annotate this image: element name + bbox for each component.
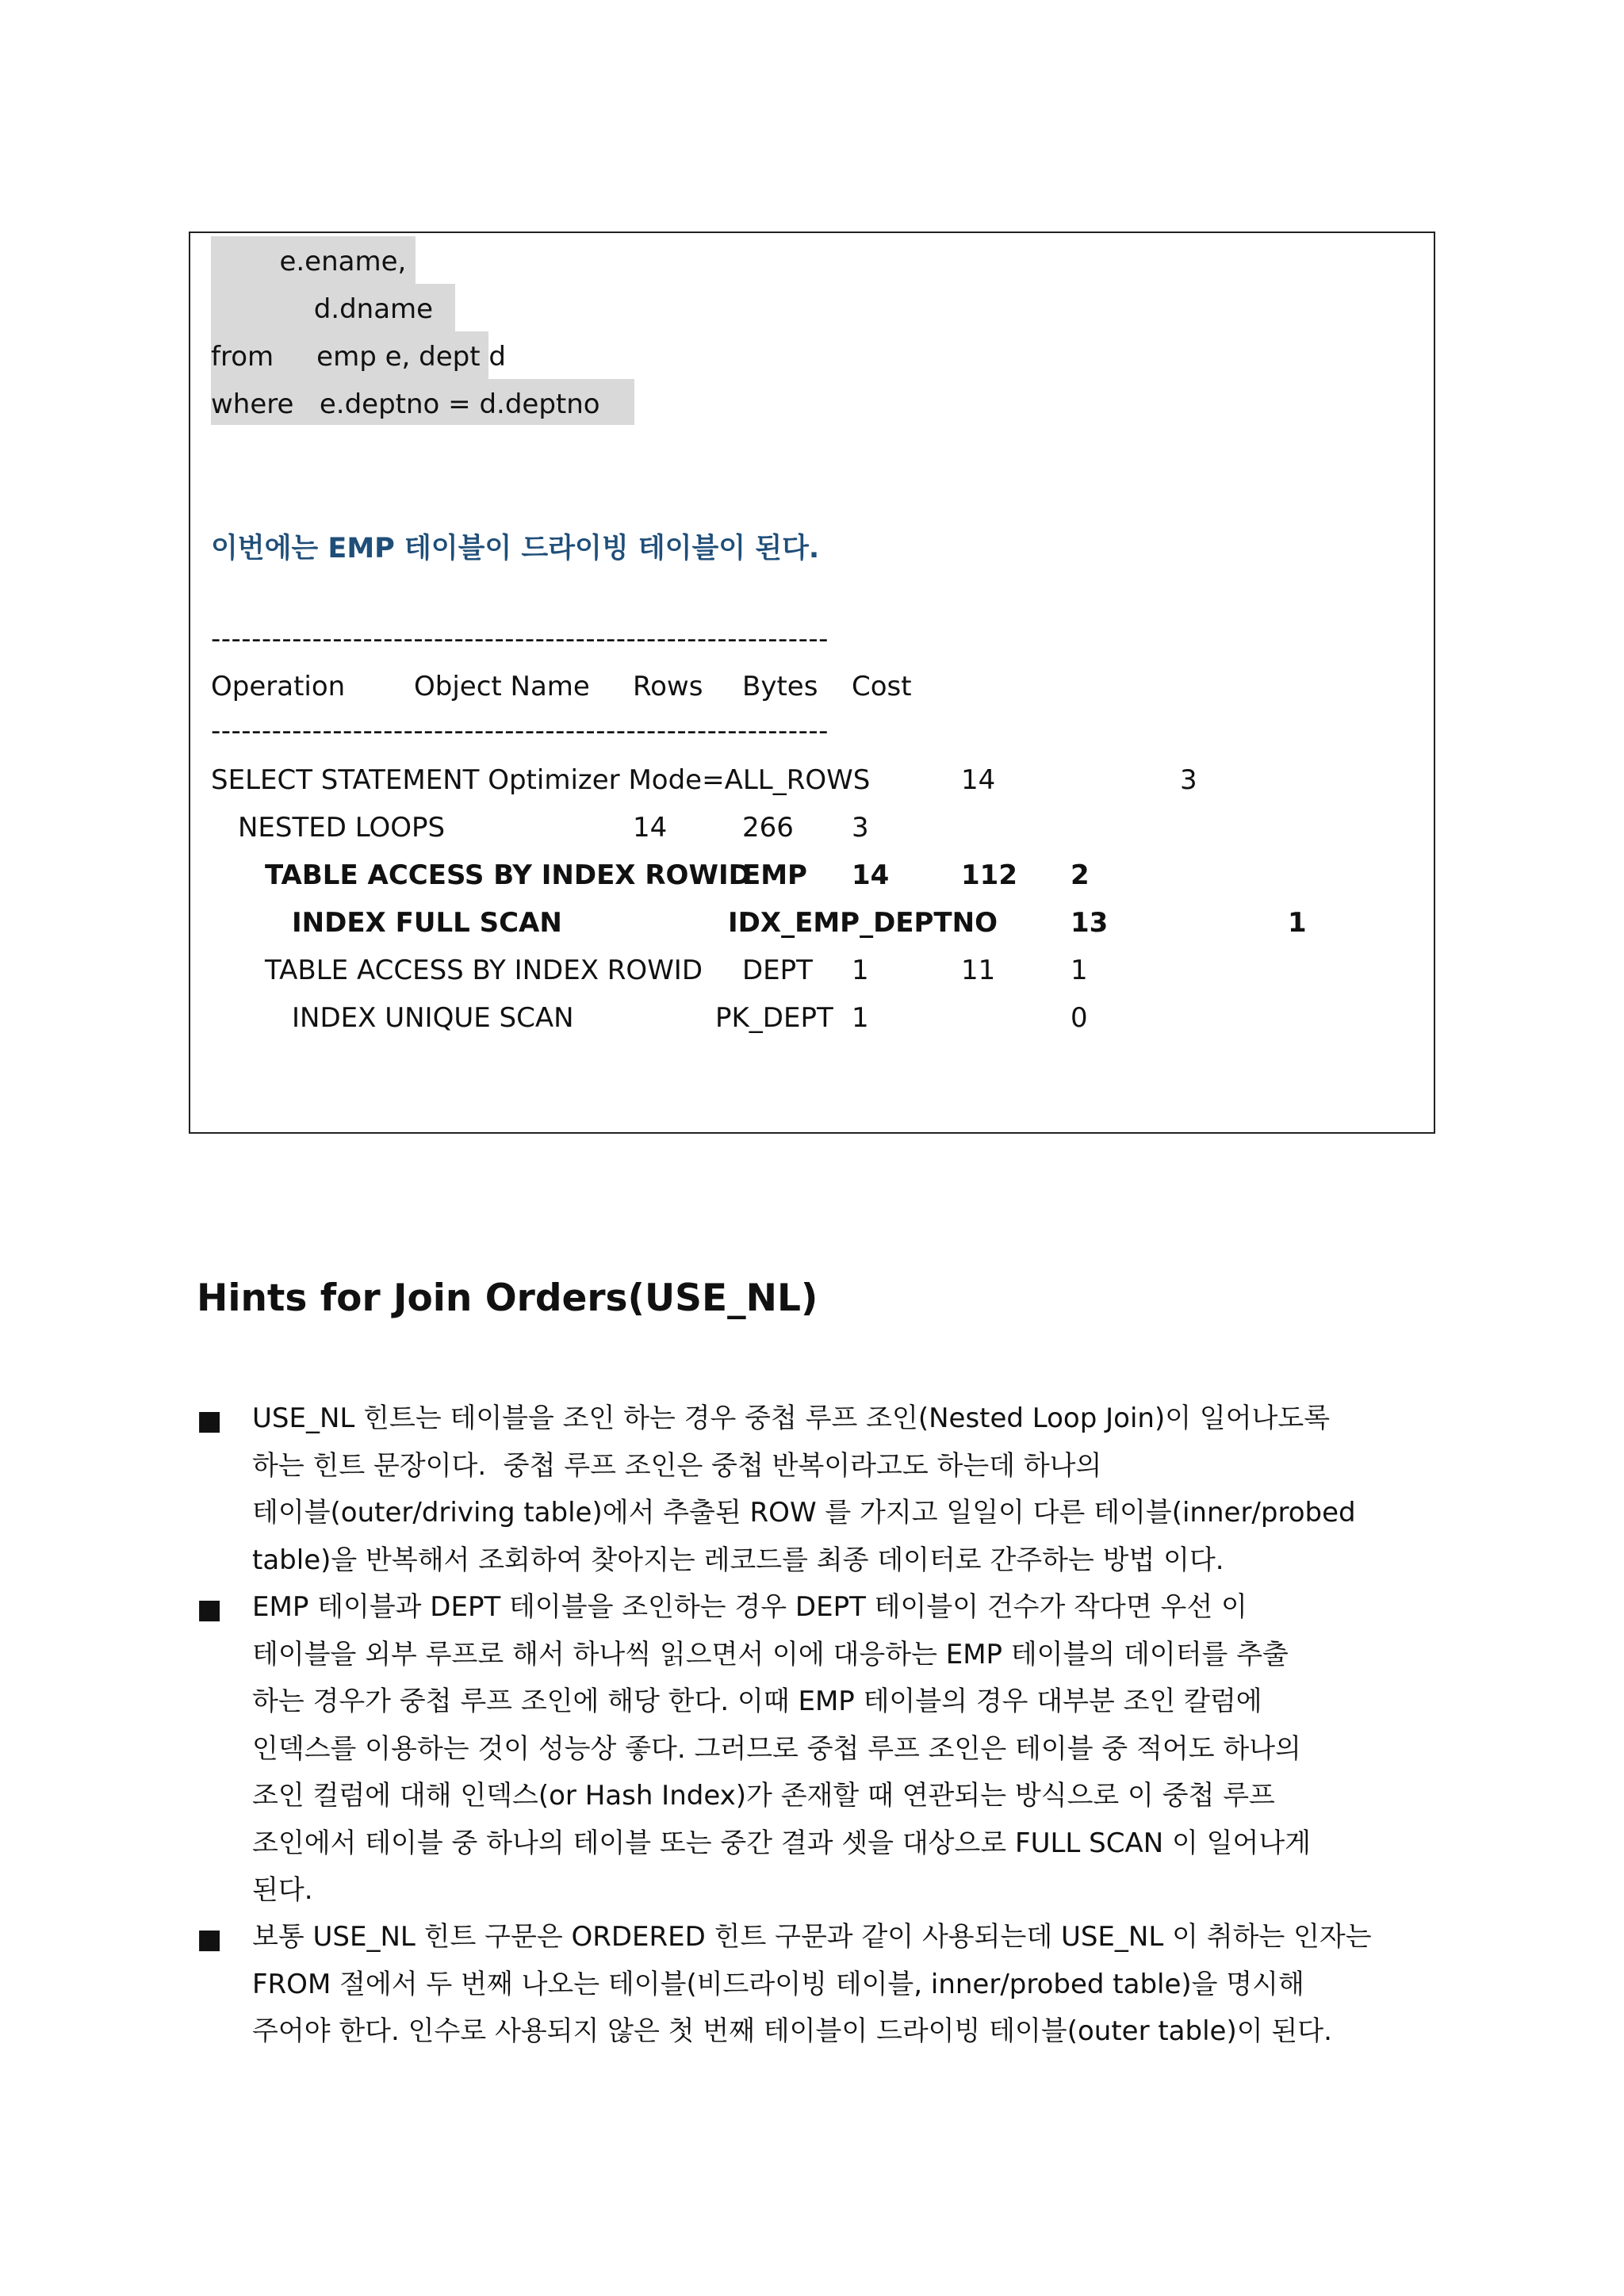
header-operation: Operation bbox=[211, 671, 346, 702]
plan-row-3-operation: TABLE ACCESS BY INDEX ROWID bbox=[265, 859, 751, 891]
bullet-3-text: 보통 USE_NL 힌트 구문은 ORDERED 힌트 구문과 같이 사용되는데 USE_NL 이 취하는 인자는 FROM 절에서 두 번째 나오는 테이블(비드라이빙 테이블, inner/probed table)을 명시해 주어야 한다. 인수로 사용되지 않은 첫 번째 테이블이 드라이빙 테이블(outer table)이 된다. bbox=[252, 1921, 1372, 2047]
plan-row-6-cost: 0 bbox=[1071, 1002, 1088, 1034]
header-object-name: Object Name bbox=[414, 671, 590, 702]
separator-bottom: ------------------------------------------------------------- bbox=[211, 715, 829, 747]
plan-row-3-cost: 2 bbox=[1071, 859, 1090, 891]
plan-row-6-object: PK_DEPT bbox=[715, 1002, 833, 1034]
sql-line-ename: e.ename, bbox=[211, 246, 407, 277]
plan-row-5-cost: 1 bbox=[1071, 955, 1088, 986]
plan-row-5-operation: TABLE ACCESS BY INDEX ROWID bbox=[265, 955, 703, 986]
bullet-2-text: EMP 테이블과 DEPT 테이블을 조인하는 경우 DEPT 테이블이 건수가 작다면 우선 이 테이블을 외부 루프로 해서 하나씩 읽으면서 이에 대응하는 EMP 테이블의 데이터를 추출 하는 경우가 중첩 루프 조인에 해당 한다. 이때 EMP 테이블의 경우 대부분 조인 칼럼에 인덱스를 이용하는 것이 성능상 좋다. 그러므로 중첩 루프 조인은 테이블 중 적어도 하나의 조인 컬럼에 대해 인덱스(or Hash Index)가 존재할 때 연관되는 방식으로 이 중첩 루프 조인에서 테이블 중 하나의 테이블 또는 중간 결과 셋을 대상으로 FULL SCAN 이 일어나게 된다. bbox=[252, 1591, 1312, 1906]
plan-row-4-bytes: 13 bbox=[1071, 907, 1109, 939]
plan-row-1-rows: 14 bbox=[961, 764, 996, 796]
header-cost: Cost bbox=[852, 671, 912, 702]
plan-row-2-operation: NESTED LOOPS bbox=[238, 812, 446, 844]
plan-row-6-rows: 1 bbox=[852, 1002, 869, 1034]
bullet-icon: ■ bbox=[197, 1594, 223, 1625]
header-bytes: Bytes bbox=[742, 671, 818, 702]
plan-row-3-object: EMP bbox=[742, 859, 807, 891]
plan-row-1-cost: 3 bbox=[1180, 764, 1197, 796]
sql-line-dname: d.dname bbox=[211, 293, 434, 325]
plan-row-3-rows: 14 bbox=[852, 859, 890, 891]
bullet-1-text: USE_NL 힌트는 테이블을 조인 하는 경우 중첩 루프 조인(Nested Loop Join)이 일어나도록 하는 힌트 문장이다. 중첩 루프 조인은 중첩 반복이라고도 하는데 하나의 테이블(outer/driving table)에서 추출된 ROW 를 가지고 일일이 다른 테이블(inner/probed table)을 반복해서 조회하여 찾아지는 레코드를 최종 데이터로 간주하는 방법 이다. bbox=[252, 1402, 1356, 1576]
header-rows: Rows bbox=[633, 671, 703, 702]
sql-line-where: where e.deptno = d.deptno bbox=[211, 388, 600, 420]
plan-row-4-cost: 1 bbox=[1288, 907, 1307, 939]
driving-table-note: 이번에는 EMP 테이블이 드라이빙 테이블이 된다. bbox=[211, 533, 820, 564]
plan-row-2-cost: 3 bbox=[852, 812, 869, 844]
plan-row-5-bytes: 11 bbox=[961, 955, 996, 986]
plan-row-1-operation: SELECT STATEMENT Optimizer Mode=ALL_ROWS bbox=[211, 764, 871, 796]
plan-row-5-object: DEPT bbox=[742, 955, 813, 986]
plan-row-2-bytes: 266 bbox=[742, 812, 794, 844]
section-title: Hints for Join Orders(USE_NL) bbox=[197, 1276, 818, 1320]
plan-row-3-bytes: 112 bbox=[961, 859, 1017, 891]
plan-row-6-operation: INDEX UNIQUE SCAN bbox=[292, 1002, 574, 1034]
bullet-icon: ■ bbox=[197, 1923, 223, 1955]
plan-row-4-object: IDX_EMP_DEPTNO bbox=[728, 907, 998, 939]
plan-row-4-operation: INDEX FULL SCAN bbox=[292, 907, 562, 939]
bullet-icon: ■ bbox=[197, 1405, 223, 1437]
plan-row-5-rows: 1 bbox=[852, 955, 869, 986]
separator-top: ------------------------------------------------------------- bbox=[211, 623, 829, 655]
plan-row-2-rows: 14 bbox=[633, 812, 668, 844]
sql-line-from: from emp e, dept d bbox=[211, 341, 506, 373]
